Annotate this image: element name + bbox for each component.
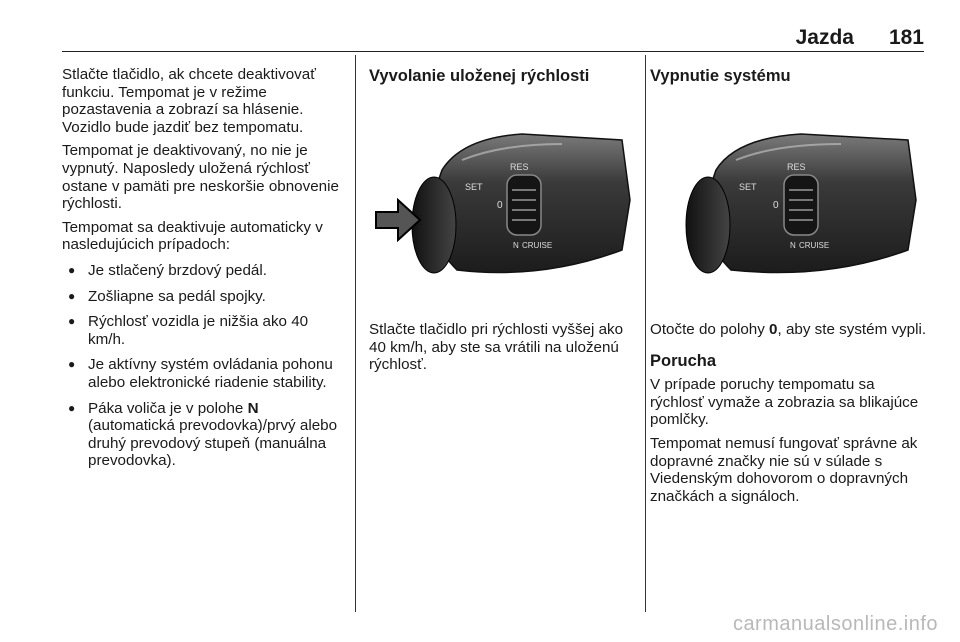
- label-n: N: [790, 241, 796, 250]
- paragraph-memory: Tempomat je deaktivovaný, no nie je vypnutý. Naposledy uložená rýchlosť ostane v pamäti pre neskoršie obnovenie rýchlosti.: [62, 142, 339, 213]
- label-set: SET: [465, 182, 483, 192]
- cruise-thumbwheel: [507, 175, 541, 235]
- list-item: ● Je aktívny systém ovládania pohonu alebo elektronické riadenie stability.: [62, 356, 344, 391]
- column-divider-1: [355, 55, 356, 612]
- header-rule: [62, 51, 924, 52]
- paragraph-auto-deactivate: Tempomat sa deaktivuje automaticky v nasledujúcich prípadoch:: [62, 218, 323, 254]
- heading-fault: Porucha: [650, 351, 717, 370]
- gear-position-n: N: [247, 399, 259, 417]
- paragraph-switch-off: [650, 321, 930, 339]
- list-item-text: (automatická prevodovka)/prvý alebo druhý prevodový stupeň (manuálna prevodovka).: [88, 417, 338, 470]
- label-zero: 0: [497, 200, 503, 211]
- paragraph-traffic-signs: Tempomat nemusí fungovať správne ak dopravné značky nie sú v súlade s Viedenským dohovorom o dopravných značkách a signáloch.: [650, 434, 918, 505]
- list-item: ● Rýchlosť vozidla je nižšia ako 40 km/h.: [62, 313, 344, 348]
- text: , aby ste systém vypli.: [777, 321, 927, 338]
- figure-stalk-press-button: [372, 130, 634, 285]
- figure-stalk-rotate-off: [676, 130, 920, 285]
- text: Otočte do polohy: [650, 321, 770, 338]
- page-number: 181: [888, 26, 924, 49]
- label-zero: 0: [773, 200, 779, 211]
- column-divider-2: [645, 55, 646, 612]
- section-title: Jazda: [795, 26, 854, 49]
- column-right-text: [650, 321, 930, 511]
- label-cruise: CRUISE: [522, 241, 553, 250]
- cruise-thumbwheel: [784, 175, 818, 235]
- caption-recall: Stlačte tlačidlo pri rýchlosti vyššej ako 40 km/h, aby ste sa vrátili na uloženú rýchlosť.: [369, 321, 624, 374]
- list-item: ● Je stlačený brzdový pedál.: [62, 262, 344, 280]
- deactivation-list: [62, 262, 344, 470]
- position-zero: 0: [769, 321, 778, 338]
- label-n: N: [513, 241, 519, 250]
- stalk-end-button: [686, 177, 730, 273]
- label-set: SET: [739, 182, 757, 192]
- heading-switch-off: Vypnutie systému: [650, 67, 791, 85]
- label-res: RES: [787, 162, 806, 172]
- paragraph-fault: V prípade poruchy tempomatu sa rýchlosť vymaže a zobrazia sa blikajúce pomlčky.: [650, 376, 919, 429]
- heading-recall-speed: Vyvolanie uloženej rýchlosti: [369, 67, 590, 85]
- list-item: ● Zošliapne sa pedál spojky.: [62, 288, 344, 306]
- list-item: [62, 400, 344, 470]
- watermark: carmanualsonline.info: [732, 613, 938, 635]
- label-cruise: CRUISE: [799, 241, 830, 250]
- column-left: [62, 66, 344, 478]
- paragraph-deactivate: Stlačte tlačidlo, ak chcete deaktivovať funkciu. Tempomat je v režime pozastavenia a zobrazí sa hlásenie. Vozidlo bude jazdiť bez tempomatu.: [62, 66, 316, 136]
- column-right: [650, 66, 925, 86]
- column-middle: [369, 66, 634, 86]
- page-header: [62, 26, 924, 52]
- stalk-end-button: [412, 177, 456, 273]
- list-item-text: Páka voliča je v polohe: [88, 399, 248, 417]
- label-res: RES: [510, 162, 529, 172]
